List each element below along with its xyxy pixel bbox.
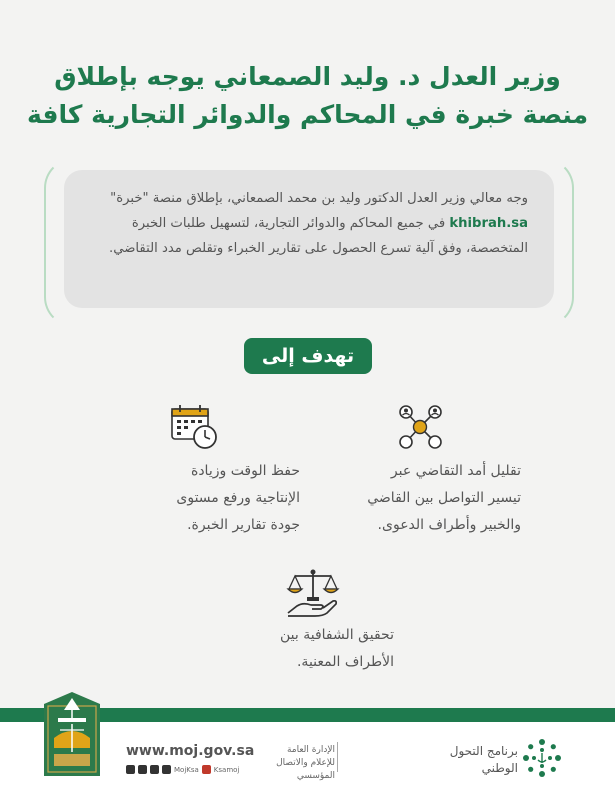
ministry-logo-icon: [40, 688, 104, 778]
platform-link[interactable]: khibrah.sa: [449, 216, 528, 231]
media-department: الإدارة العامة للإعلام والاتصال المؤسسي: [276, 745, 335, 781]
goal-scale-line-1: تحقيق الشفافية بين: [279, 627, 394, 643]
goal-network-line-1: تقليل أمد التقاضي عبر: [390, 463, 521, 479]
ntp-logo-icon: [522, 738, 562, 778]
snapchat-icon[interactable]: [150, 765, 159, 774]
footer-divider: [337, 742, 338, 772]
intro-text-after: في جميع المحاكم والدوائر التجارية، لتسهيل طلبات الخبرة المتخصصة، وفق آلية تسرع الحصول على تقارير الخبراء وتقلص مدد التقاضي.: [109, 216, 528, 256]
social-handle-2: Ksamoj: [213, 765, 240, 774]
goal-text-network: [325, 458, 521, 539]
goal-scale-line-2: الأطراف المعنية.: [296, 654, 394, 670]
headline-line-1: وزير العدل د. وليد الصمعاني يوجه بإطلاق: [54, 62, 561, 91]
intro-text: [86, 186, 528, 261]
ntp-name: [448, 743, 518, 777]
headline: [20, 58, 595, 134]
ntp-line-2: الوطني: [481, 761, 518, 775]
goal-calendar-line-3: جودة تقارير الخبرة.: [187, 517, 300, 533]
youtube-icon[interactable]: [202, 765, 211, 774]
goal-heading: تهدف إلى: [244, 338, 372, 374]
intro-text-before: وجه معالي وزير العدل الدكتور وليد بن محمد الصمعاني، بإطلاق منصة "خبرة": [110, 191, 528, 206]
goal-network-line-2: تيسير التواصل بين القاضي: [367, 490, 521, 506]
goal-text-calendar: [118, 458, 300, 539]
goal-text-scale: [228, 622, 394, 676]
intro-panel: [64, 170, 554, 308]
network-icon: [395, 402, 445, 452]
social-handle-1: MojKsa: [174, 765, 199, 774]
goal-network-line-3: والخبير وأطراف الدعوى.: [377, 517, 521, 533]
ntp-line-1: برنامج التحول: [449, 744, 518, 758]
linkedin-icon[interactable]: [162, 765, 171, 774]
calendar-clock-icon: [170, 403, 220, 451]
instagram-icon[interactable]: [138, 765, 147, 774]
scale-hand-icon: [285, 567, 341, 619]
goal-calendar-line-1: حفظ الوقت وزيادة: [190, 463, 300, 479]
website-link[interactable]: www.moj.gov.sa: [126, 743, 255, 759]
goal-calendar-line-2: الإنتاجية ورفع مستوى: [176, 490, 300, 506]
twitter-icon[interactable]: [126, 765, 135, 774]
social-links: [126, 765, 239, 774]
headline-line-2: منصة خبرة في المحاكم والدوائر التجارية كافة: [26, 100, 589, 129]
